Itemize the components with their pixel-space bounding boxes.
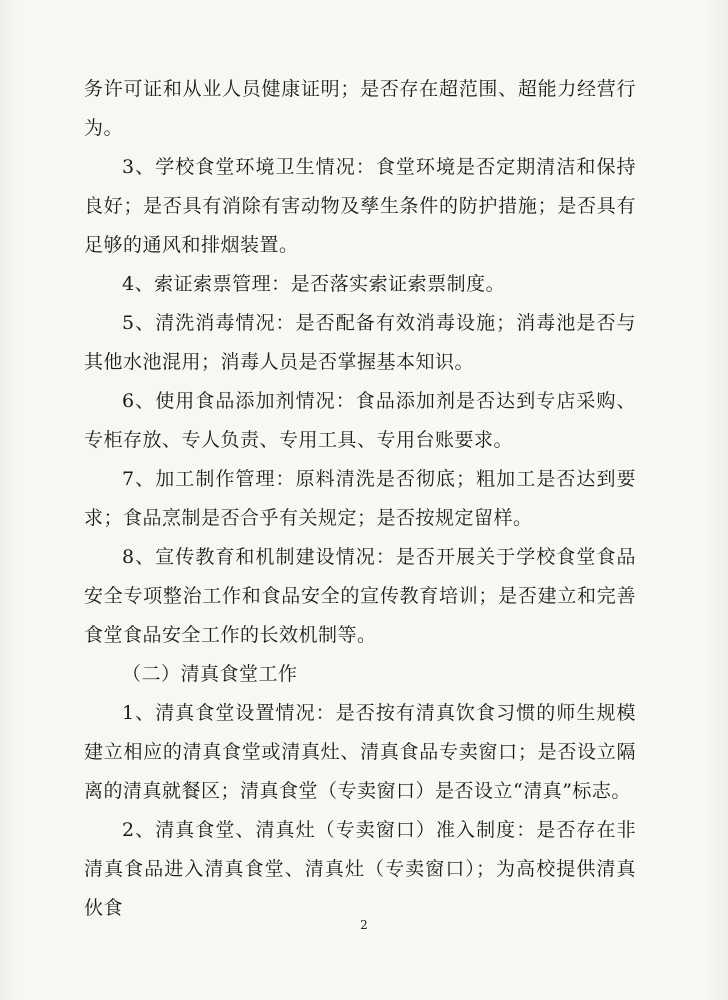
paragraph-item-6: 6、使用食品添加剂情况：食品添加剂是否达到专店采购、专柜存放、专人负责、专用工具、专用台账要求。 [84, 390, 636, 451]
paragraph-item-5: 5、清洗消毒情况：是否配备有效消毒设施；消毒池是否与其他水池混用；消毒人员是否掌握基本知识。 [84, 312, 636, 373]
section-heading: （二）清真食堂工作 [122, 663, 298, 685]
paragraph-item-7: 7、加工制作管理：原料清洗是否彻底；粗加工是否达到要求；食品烹制是否合乎有关规定；是否按规定留样。 [84, 468, 636, 529]
paragraph-item-4: 4、索证索票管理：是否落实索证索票制度。 [122, 273, 506, 295]
paragraph-item-3: 3、学校食堂环境卫生情况：食堂环境是否定期清洁和保持良好；是否具有消除有害动物及孳生条件的防护措施；是否具有足够的通风和排烟装置。 [84, 156, 636, 256]
page-number: 2 [360, 918, 368, 932]
paragraph-halal-1: 1、清真食堂设置情况：是否按有清真饮食习惯的师生规模建立相应的清真食堂或清真灶、清真食品专卖窗口；是否设立隔离的清真就餐区；清真食堂（专卖窗口）是否设立“清真”标志。 [84, 702, 636, 802]
paragraph-halal-2: 2、清真食堂、清真灶（专卖窗口）准入制度：是否存在非清真食品进入清真食堂、清真灶（专卖窗口）；为高校提供清真伙食 [84, 819, 636, 919]
paragraph-continuation: 务许可证和从业人员健康证明；是否存在超范围、超能力经营行为。 [84, 78, 636, 139]
document-body [84, 70, 636, 928]
paragraph-item-8: 8、宣传教育和机制建设情况：是否开展关于学校食堂食品安全专项整治工作和食品安全的宣传教育培训；是否建立和完善食堂食品安全工作的长效机制等。 [84, 546, 636, 646]
